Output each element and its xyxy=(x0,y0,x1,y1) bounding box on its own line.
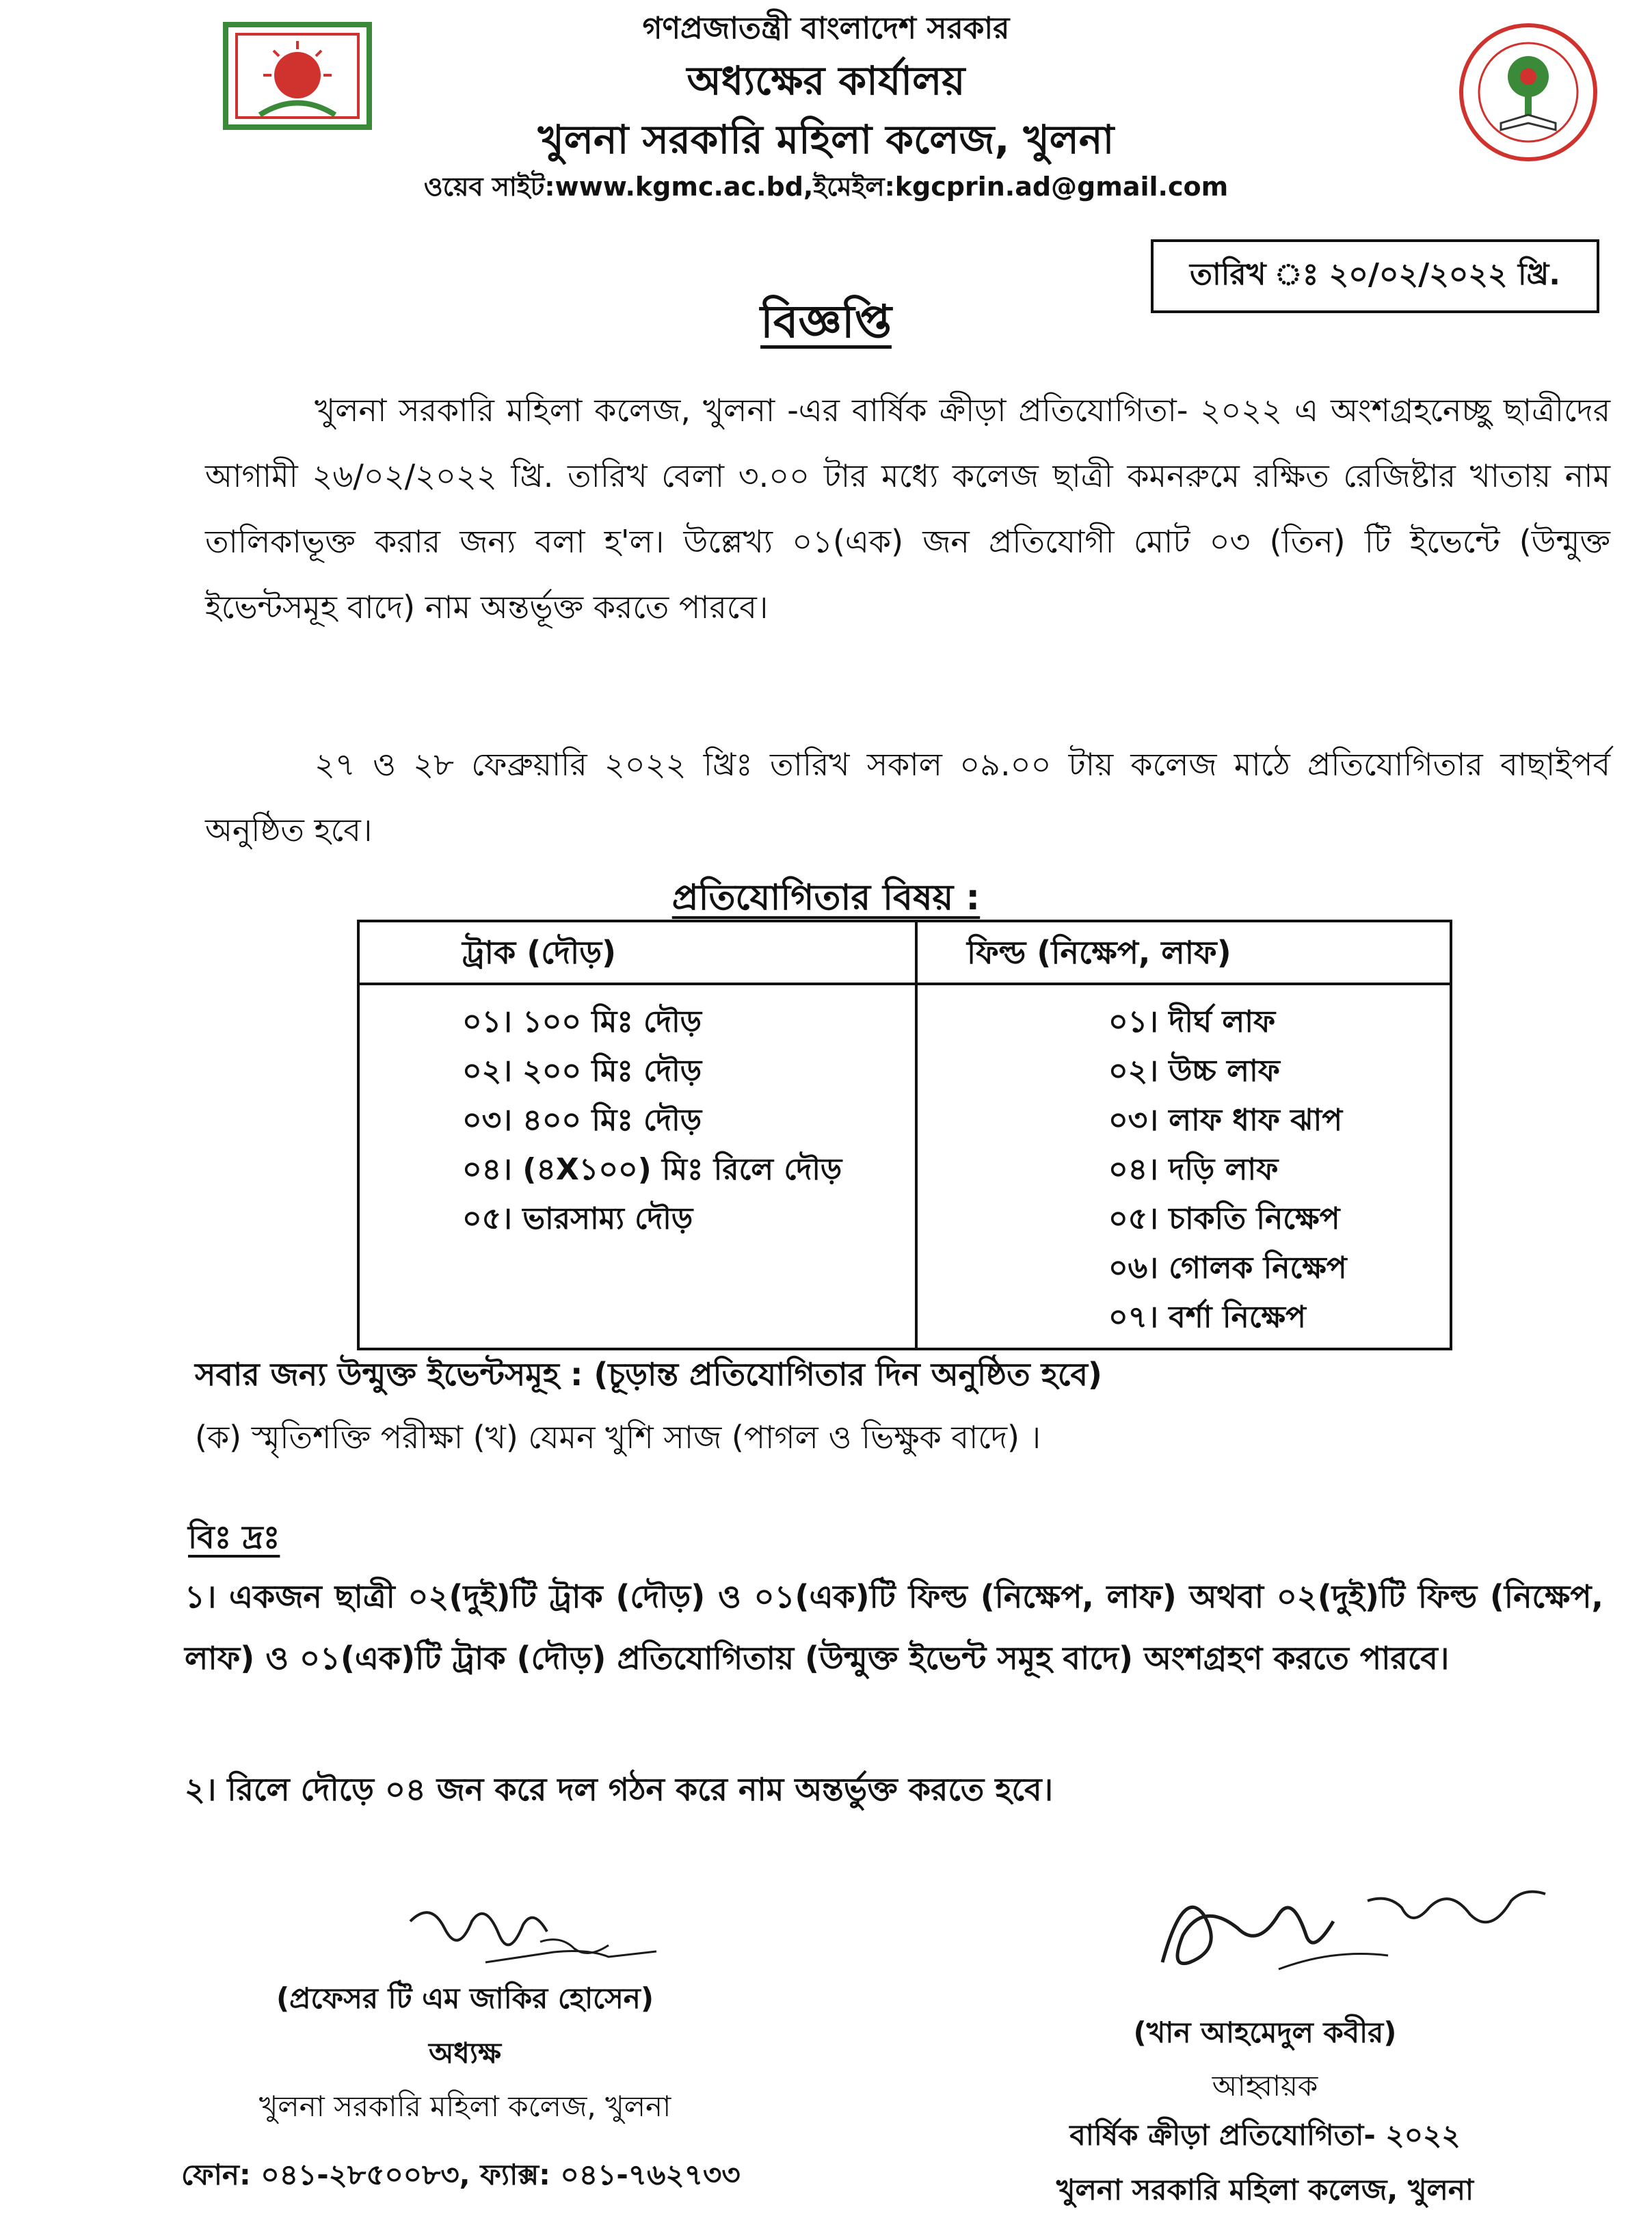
notice-paragraph-1: খুলনা সরকারি মহিলা কলেজ, খুলনা -এর বার্ষিক ক্রীড়া প্রতিযোগিতা- ২০২২ এ অংশগ্রহনেচ্ছু ছাত্রীদের আগামী ২৬/০২/২০২২ খ্রি. তারিখ বেলা ৩.০০ টার মধ্যে কলেজ ছাত্রী কমনরুমে রক্ষিত রেজিষ্টার খাতায় নাম তালিকাভূক্ত করার জন্য বলা হ'ল। উল্লেখ্য ০১(এক) জন প্রতিযোগী মোট ০৩ (তিন) টি ইভেন্টে (উন্মুক্ত ইভেন্টসমূহ বাদে) নাম অন্তর্ভূক্ত করতে পারবে। xyxy=(205,392,1610,626)
principal-signature xyxy=(383,1894,670,1990)
field-event: ০২। উচ্চ লাফ xyxy=(1108,1054,1280,1089)
office-heading: অধ্যক্ষের কার্যালয় xyxy=(687,57,965,104)
track-events-list xyxy=(462,998,842,1244)
government-heading: গণপ্রজাতন্ত্রী বাংলাদেশ সরকার xyxy=(642,11,1010,46)
contact-line: ওয়েব সাইট:www.kgmc.ac.bd,ইমেইল:kgcprin.ad@gmail.com xyxy=(423,172,1229,202)
notice-title xyxy=(0,287,1652,362)
notice-title-text: বিজ্ঞপ্তি xyxy=(760,295,892,348)
field-event: ০৪। দড়ি লাফ xyxy=(1108,1152,1279,1187)
field-column-header: ফিল্ড (নিক্ষেপ, লাফ) xyxy=(966,934,1231,971)
track-event: ০৩। ৪০০ মিঃ দৌড় xyxy=(462,1103,702,1138)
principal-college: খুলনা সরকারি মহিলা কলেজ, খুলনা xyxy=(258,2090,671,2123)
subject-title-text: প্রতিযোগিতার বিষয় : xyxy=(671,877,981,918)
nb-item-2: ২। রিলে দৌড়ে ০৪ জন করে দল গঠন করে নাম অন্তর্ভুক্ত করতে হবে। xyxy=(185,1771,1054,1808)
convener-name: (খান আহমেদুল কবীর) xyxy=(1133,2016,1397,2049)
principal-title: অধ্যক্ষ xyxy=(428,2036,502,2070)
open-events-items: (ক) স্মৃতিশক্তি পরীক্ষা (খ) যেমন খুশি সাজ (পাগল ও ভিক্ষুক বাদে) । xyxy=(195,1419,1041,1456)
convener-college: খুলনা সরকারি মহিলা কলেজ, খুলনা xyxy=(1056,2173,1474,2206)
phone-fax-line: ফোন: ০৪১-২৮৫০০৮৩, ফ্যাক্স: ০৪১-৭৬২৭৩৩ xyxy=(181,2158,741,2191)
field-events-list xyxy=(1108,998,1347,1342)
convener-signature xyxy=(1142,1873,1566,1990)
college-heading: খুলনা সরকারি মহিলা কলেজ, খুলনা xyxy=(537,116,1115,163)
track-event: ০২। ২০০ মিঃ দৌড় xyxy=(462,1054,702,1089)
nb-label-text: বিঃ দ্রঃ xyxy=(188,1519,280,1556)
table-header-divider xyxy=(360,983,1450,985)
convener-title: আহ্বায়ক xyxy=(1212,2069,1318,2102)
track-event: ০৪। (৪X১০০) মিঃ রিলে দৌড় xyxy=(462,1152,842,1187)
field-event: ০৫। চাকতি নিক্ষেপ xyxy=(1108,1201,1340,1236)
track-column-header: ট্রাক (দৌড়) xyxy=(462,934,617,971)
field-event: ০৭। বর্শা নিক্ষেপ xyxy=(1108,1300,1306,1335)
nb-item-1: ১। একজন ছাত্রী ০২(দুই)টি ট্রাক (দৌড়) ও ০১(এক)টি ফিল্ড (নিক্ষেপ, লাফ) অথবা ০২(দুই)টি ফিল্ড (নিক্ষেপ, লাফ) ও ০১(এক)টি ট্রাক (দৌড়) প্রতিযোগিতায় (উন্মুক্ত ইভেন্ট সমূহ বাদে) অংশগ্রহণ করতে পারবে। xyxy=(185,1578,1603,1677)
track-event: ০১। ১০০ মিঃ দৌড় xyxy=(462,1004,702,1039)
field-event: ০৩। লাফ ধাফ ঝাপ xyxy=(1108,1103,1343,1138)
convener-event: বার্ষিক ক্রীড়া প্রতিযোগিতা- ২০২২ xyxy=(1069,2118,1461,2152)
table-column-divider xyxy=(915,922,918,1348)
track-event: ০৫। ভারসাম্য দৌড় xyxy=(462,1201,693,1236)
date-box: তারিখ ঃ ২০/০২/২০২২ খ্রি. xyxy=(1151,239,1599,313)
events-table xyxy=(357,920,1452,1350)
open-events-title: সবার জন্য উন্মুক্ত ইভেন্টসমূহ : (চূড়ান্ত প্রতিযোগিতার দিন অনুষ্ঠিত হবে) xyxy=(195,1356,1102,1393)
notice-paragraph-2: ২৭ ও ২৮ ফেব্রুয়ারি ২০২২ খ্রিঃ তারিখ সকাল ০৯.০০ টায় কলেজ মাঠে প্রতিযোগিতার বাছাইপর্ব অনুষ্ঠিত হবে। xyxy=(205,746,1610,849)
field-event: ০১। দীর্ঘ লাফ xyxy=(1108,1004,1276,1039)
nb-label xyxy=(188,1514,280,1566)
principal-name: (প্রফেসর টি এম জাকির হোসেন) xyxy=(276,1981,654,2015)
field-event: ০৬। গোলক নিক্ষেপ xyxy=(1108,1251,1347,1285)
